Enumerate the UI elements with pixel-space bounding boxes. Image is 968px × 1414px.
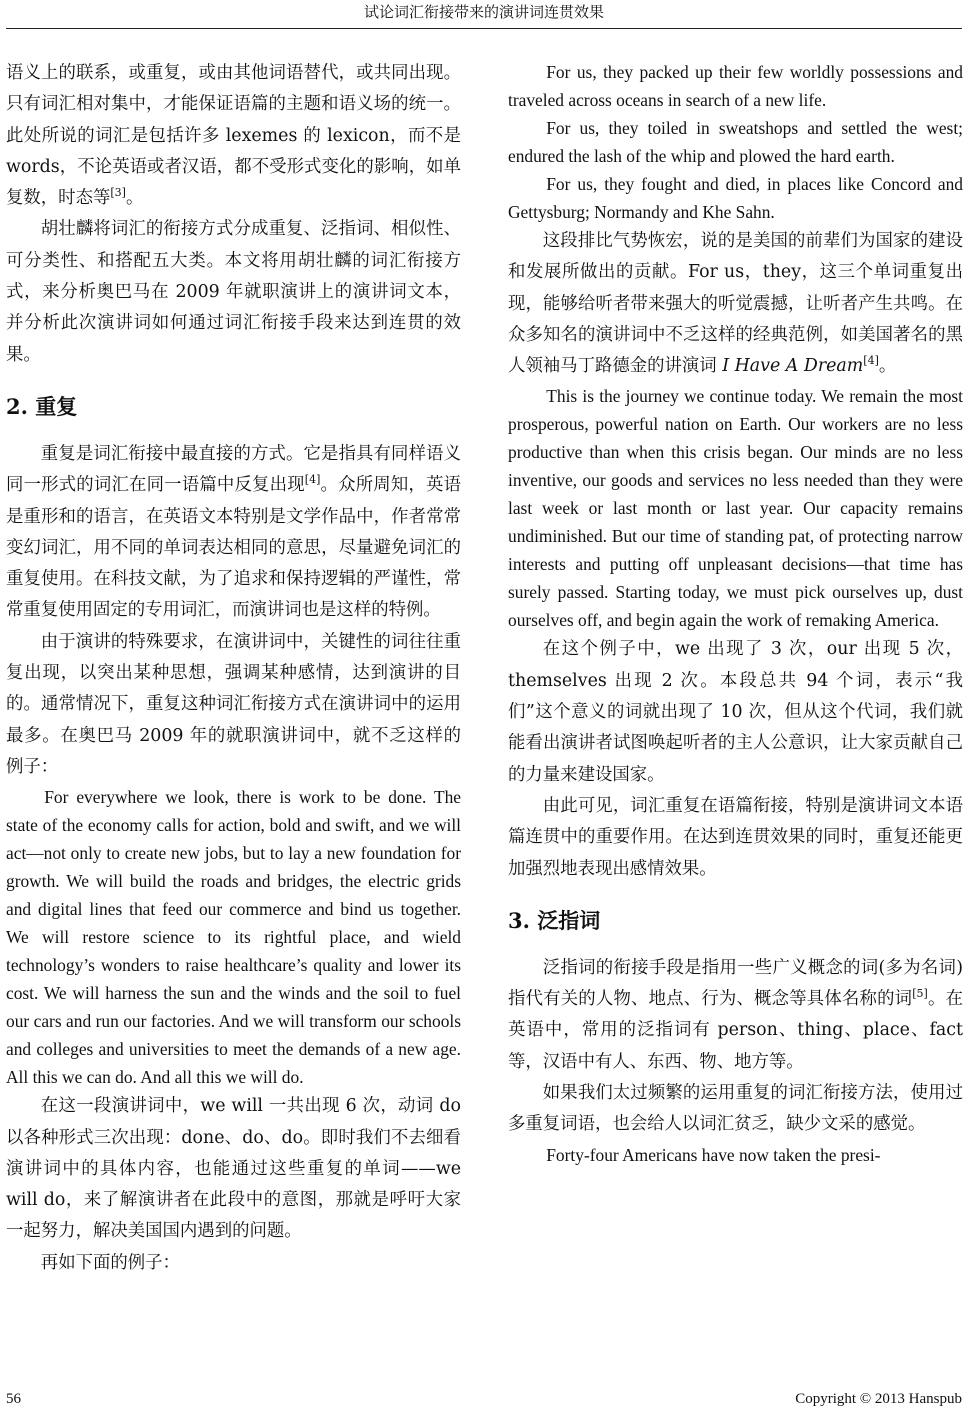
- citation-4: [4]: [304, 473, 321, 487]
- title-i-have-a-dream: I Have A Dream: [722, 356, 864, 377]
- speech-quote-forty-four: Forty-four Americans have now taken the presi-: [546, 1144, 881, 1165]
- paragraph-overuse: 如果我们太过频繁的运用重复的词汇衔接方法，使用过多重复词语，也会给人以词汇贫乏，缺少文采的感觉。: [508, 1083, 963, 1135]
- speech-quote-possessions: For us, they packed up their few worldly possessions and traveled across oceans in search of a new life.: [508, 62, 963, 110]
- speech-quote-concord: For us, they fought and died, in places like Concord and Gettysburg; Normandy and Khe Sahn.: [508, 174, 963, 222]
- page-footer: [6, 1388, 962, 1410]
- running-header: [0, 0, 968, 26]
- paragraph-conclusion: 由此可见，词汇重复在语篇衔接，特别是演讲词文本语篇连贯中的重要作用。在达到连贯效果的同时，重复还能更加强烈地表现出感情效果。: [508, 795, 963, 879]
- right-column: [508, 58, 963, 1169]
- section-heading-repetition: 2. 重复: [6, 393, 78, 419]
- paragraph-classification: 胡壮麟将词汇的衔接方式分成重复、泛指词、相似性、可分类性、和搭配五大类。本文将用胡壮麟的词汇衔接方式，来分析奥巴马在 2009 年就职演讲上的演讲词文本，并分析此次演讲词如何通过词汇衔接手段来达到连贯的效果。: [6, 219, 461, 365]
- section-heading-general-words: 3. 泛指词: [508, 907, 601, 933]
- speech-quote-sweatshops: For us, they toiled in sweatshops and settled the west; endured the lash of the whip and plowed the hard earth.: [508, 118, 963, 166]
- paragraph-speech-requirements: 由于演讲的特殊要求，在演讲词中，关键性的词往往重复出现，以突出某种思想，强调某种感情，达到演讲的目的。通常情况下，重复这种词汇衔接方式在演讲词中的运用最多。在奥巴马 2009 年的就职演讲词中，就不乏这样的例子：: [6, 631, 461, 777]
- paragraph-lexicon: 语义上的联系，或重复，或由其他词语替代，或共同出现。只有词汇相对集中，才能保证语篇的主题和语义场的统一。此处所说的词汇是包括许多 lexemes 的 lexicon，而不是 words，不论英语或者汉语，都不受形式变化的影响，如单复数，时态等[3]。: [6, 63, 461, 209]
- speech-quote-work: For everywhere we look, there is work to be done. The state of the economy calls for action, bold and swift, and we will act—not only to create new jobs, but to lay a new foundation for growth. We will build the roads and bridges, the electric grids and digital lines that feed our commerce and bind us together. We will restore science to its rightful place, and wield technology’s wonders to raise healthcare’s quality and lower its cost. We will harness the sun and the winds and the soil to fuel our cars and run our factories. And we will transform our schools and colleges and universities to meet the demands of a new age. All this we can do. And all this we will do.: [6, 787, 461, 1088]
- paragraph-parallelism: 这段排比气势恢宏，说的是美国的前辈们为国家的建设和发展所做出的贡献。For us，they，这三个单词重复出现，能够给听者带来强大的听觉震撼，让听者产生共鸣。在众多知名的演讲词中不乏这样的经典范例，如美国著名的黑人领袖马丁路德金的讲演词 I Have A Dream[4]。: [508, 231, 963, 377]
- copyright-notice: Copyright © 2013 Hanspub: [795, 1391, 962, 1407]
- paragraph-next-example: 再如下面的例子：: [40, 1252, 180, 1273]
- header-rule: [6, 28, 962, 29]
- citation-3: [3]: [110, 186, 126, 200]
- header-title: 试论词汇衔接带来的演讲词连贯效果: [363, 3, 604, 21]
- paragraph-repetition-definition: 重复是词汇衔接中最直接的方式。它是指具有同样语义同一形式的词汇在同一语篇中反复出现[4]。众所周知，英语是重形和的语言，在英语文本特别是文学作品中，作者常常变幻词汇，用不同的单词表达相同的意思，尽量避免词汇的重复使用。在科技文献，为了追求和保持逻辑的严谨性，常常重复使用固定的专用词汇，而演讲词也是这样的特例。: [6, 443, 461, 621]
- paragraph-we-will-analysis: 在这一段演讲词中，we will 一共出现 6 次，动词 do 以各种形式三次出现：done、do、do。即时我们不去细看演讲词中的具体内容，也能通过这些重复的单词——we will do，来了解演讲者在此段中的意图，那就是呼吁大家一起努力，解决美国国内遇到的问题。: [6, 1096, 461, 1242]
- page-number: 56: [6, 1391, 21, 1407]
- left-column: [6, 58, 461, 1279]
- paragraph-we-count: 在这个例子中，we 出现了 3 次，our 出现 5 次，themselves 出现 2 次。本段总共 94 个词，表示“我们”这个意义的词就出现了 10 次，但从这个代词，我们就能看出演讲者试图唤起听者的主人公意识，让大家贡献自己的力量来建设国家。: [508, 639, 963, 785]
- citation-5: [5]: [912, 987, 928, 1001]
- citation-4b: [4]: [863, 354, 879, 368]
- paragraph-general-words: 泛指词的衔接手段是指用一些广义概念的词(多为名词)指代有关的人物、地点、行为、概念等具体名称的词[5]。在英语中，常用的泛指词有 person、thing、place、fact 等，汉语中有人、东西、物、地方等。: [508, 957, 963, 1072]
- speech-quote-journey: This is the journey we continue today. We remain the most prosperous, powerful nation on Earth. Our workers are no less productive than when this crisis began. Our minds are no less inventive, our goods and services no less needed than they were last week or last month or last year. Our capacity remains undiminished. But our time of standing pat, of protecting narrow interests and putting off unpleasant decisions—that time has surely passed. Starting today, we must pick ourselves up, dust ourselves off, and begin again the work of remaking America.: [508, 386, 963, 631]
